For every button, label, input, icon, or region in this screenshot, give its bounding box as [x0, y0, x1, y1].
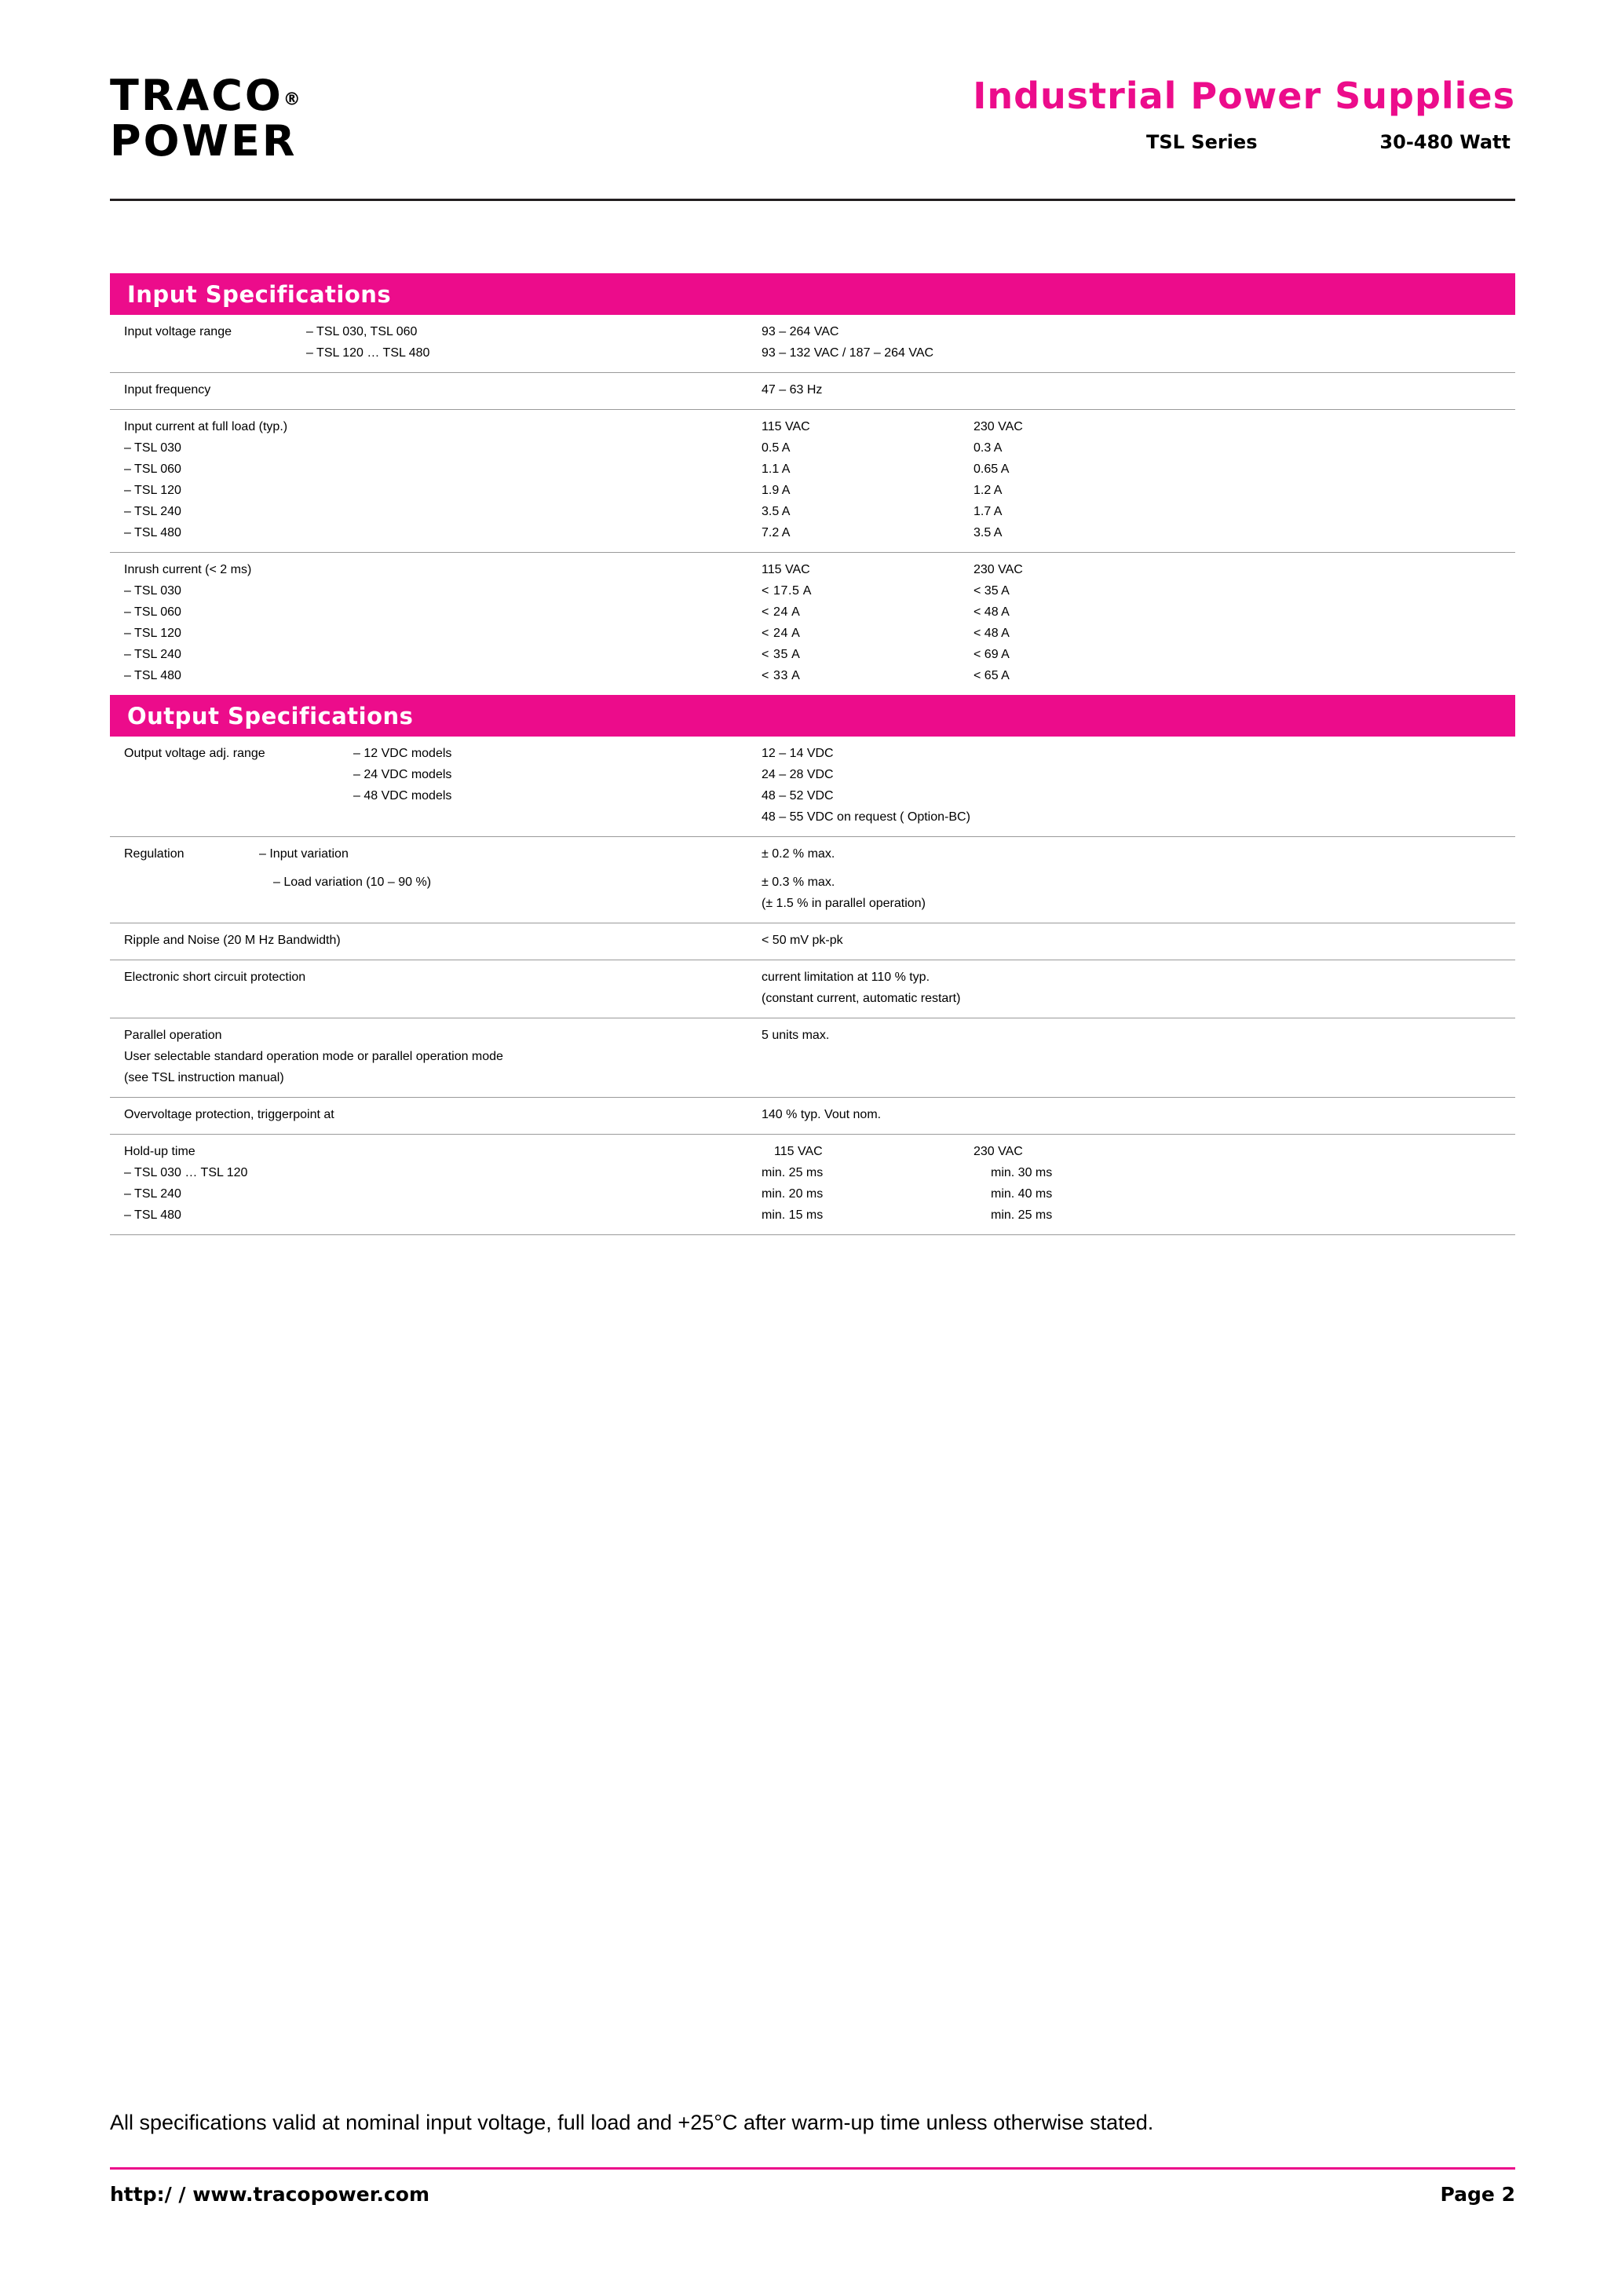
spec-value-115vac: < 35 A: [762, 648, 801, 661]
spec-value: < 50 mV pk-pk: [762, 934, 843, 947]
spec-value-115vac: 1.9 A: [762, 484, 791, 497]
spec-value-230vac: < 65 A: [974, 669, 1010, 682]
spec-value-115vac: < 17.5 A: [762, 584, 812, 598]
section-header-output: Output Specifications: [110, 695, 1515, 737]
spec-value-230vac: 0.65 A: [974, 462, 1010, 476]
spec-group-inrush-current: [110, 553, 1515, 695]
spec-value: ± 0.3 % max.: [762, 876, 835, 889]
spec-group-output-voltage-adj-range: [110, 737, 1515, 837]
spec-group-regulation: [110, 837, 1515, 923]
spec-value-115vac: < 33 A: [762, 669, 801, 682]
spec-group-parallel-operation: [110, 1018, 1515, 1098]
spec-value-115vac: min. 15 ms: [762, 1208, 824, 1222]
table-row: [110, 602, 1515, 623]
table-row: [110, 560, 1515, 581]
page-title: Industrial Power Supplies: [973, 75, 1515, 117]
registered-trademark-icon: ®: [283, 90, 301, 110]
spec-label: – TSL 060: [124, 605, 181, 619]
spec-value-note: (constant current, automatic restart): [762, 992, 961, 1005]
table-row: [110, 459, 1515, 481]
spec-value-230vac: 3.5 A: [974, 526, 1003, 539]
spec-label: – TSL 480: [124, 526, 181, 539]
table-row: [110, 1026, 1515, 1047]
logo-line-power: POWER: [110, 116, 298, 166]
spec-label: Electronic short circuit protection: [124, 971, 306, 984]
spec-value-230vac: < 35 A: [974, 584, 1010, 598]
spec-value-230vac: 1.2 A: [974, 484, 1003, 497]
spec-value: 93 – 132 VAC / 187 – 264 VAC: [762, 346, 934, 360]
spec-sublabel: – 24 VDC models: [353, 768, 452, 781]
table-row: [110, 380, 1515, 401]
spec-sublabel: – TSL 120 … TSL 480: [306, 346, 430, 360]
spec-value-230vac: 1.7 A: [974, 505, 1003, 518]
spec-value: 48 – 52 VDC: [762, 789, 834, 803]
table-row: [110, 502, 1515, 523]
table-row: [110, 481, 1515, 502]
spec-label: – TSL 120: [124, 627, 181, 640]
table-row: [110, 1068, 1515, 1089]
spec-label: – TSL 240: [124, 648, 181, 661]
page-header: [110, 71, 1515, 192]
spec-sublabel: – 12 VDC models: [353, 747, 452, 760]
spec-value-115vac: < 24 A: [762, 605, 801, 619]
table-row: [110, 1163, 1515, 1184]
traco-power-logo: [110, 71, 301, 166]
spec-value-115vac: 3.5 A: [762, 505, 791, 518]
table-row: [110, 343, 1515, 364]
spec-label: – TSL 030: [124, 441, 181, 455]
spec-label: Regulation: [124, 847, 184, 861]
table-row: [110, 894, 1515, 915]
spec-value: 47 – 63 Hz: [762, 383, 823, 397]
spec-value-230vac: < 48 A: [974, 627, 1010, 640]
table-row: [110, 1142, 1515, 1163]
table-row: [110, 666, 1515, 687]
spec-value-230vac: 230 VAC: [974, 563, 1023, 576]
spec-group-hold-up-time: [110, 1135, 1515, 1235]
footnote-text: All specifications valid at nominal input voltage, full load and +25°C after warm-up time unless otherwise stated.: [110, 2111, 1154, 2134]
spec-value-115vac: min. 20 ms: [762, 1187, 824, 1201]
spec-value: ± 0.2 % max.: [762, 847, 835, 861]
spec-value-115vac: 1.1 A: [762, 462, 791, 476]
spec-group-overvoltage-protection: [110, 1098, 1515, 1135]
table-row: [110, 865, 1515, 894]
spec-group-input-voltage-range: [110, 315, 1515, 373]
table-row: [110, 1184, 1515, 1205]
spec-value-115vac: 115 VAC: [762, 420, 810, 433]
table-row: [110, 322, 1515, 343]
footer-divider: [110, 2167, 1515, 2170]
table-row: [110, 744, 1515, 765]
power-range: 30-480 Watt: [1379, 131, 1511, 153]
spec-label: – TSL 120: [124, 484, 181, 497]
spec-value-230vac: min. 30 ms: [991, 1166, 1053, 1179]
spec-value-230vac: 0.3 A: [974, 441, 1003, 455]
spec-label: Overvoltage protection, triggerpoint at: [124, 1108, 334, 1121]
spec-label: Hold-up time: [124, 1145, 195, 1158]
spec-label: Input current at full load (typ.): [124, 420, 288, 433]
spec-sublabel: – TSL 030, TSL 060: [306, 325, 418, 338]
spec-label: Input voltage range: [124, 325, 232, 338]
spec-value-230vac: min. 25 ms: [991, 1208, 1053, 1222]
series-name: TSL Series: [1146, 131, 1258, 153]
table-row: [110, 581, 1515, 602]
spec-value-note: 48 – 55 VDC on request ( Option-BC): [762, 810, 970, 824]
spec-value-230vac: < 69 A: [974, 648, 1010, 661]
spec-note: User selectable standard operation mode or parallel operation mode: [124, 1050, 503, 1063]
spec-label: – TSL 480: [124, 669, 181, 682]
table-row: [110, 523, 1515, 544]
table-row: [110, 1047, 1515, 1068]
spec-value-115vac: 7.2 A: [762, 526, 791, 539]
page-footer: [110, 2183, 1515, 2206]
spec-group-ripple-noise: [110, 923, 1515, 960]
spec-value: 12 – 14 VDC: [762, 747, 834, 760]
table-row: [110, 989, 1515, 1010]
spec-value-115vac: 115 VAC: [774, 1145, 823, 1158]
spec-sublabel: – Load variation (10 – 90 %): [273, 876, 432, 889]
spec-value: 24 – 28 VDC: [762, 768, 834, 781]
spec-label: – TSL 030: [124, 584, 181, 598]
spec-value-115vac: 0.5 A: [762, 441, 791, 455]
spec-label: – TSL 480: [124, 1208, 181, 1222]
spec-sublabel: – Input variation: [259, 847, 349, 861]
spec-value: 93 – 264 VAC: [762, 325, 839, 338]
spec-value-note: (± 1.5 % in parallel operation): [762, 897, 926, 910]
table-row: [110, 807, 1515, 828]
spec-label: Output voltage adj. range: [124, 747, 265, 760]
spec-group-input-current: [110, 410, 1515, 553]
title-block: [730, 75, 1515, 156]
table-row: [110, 623, 1515, 645]
spec-label: Input frequency: [124, 383, 211, 397]
table-row: [110, 930, 1515, 952]
table-row: [110, 1205, 1515, 1227]
title-subline: [730, 131, 1515, 156]
logo-line-traco: TRACO: [110, 71, 283, 120]
table-row: [110, 417, 1515, 438]
spec-group-input-frequency: [110, 373, 1515, 410]
spec-value: 140 % typ. Vout nom.: [762, 1108, 882, 1121]
spec-value: 5 units max.: [762, 1029, 830, 1042]
spec-value-230vac: < 48 A: [974, 605, 1010, 619]
section-header-input: Input Specifications: [110, 273, 1515, 315]
header-divider: [110, 199, 1515, 201]
spec-value: current limitation at 110 % typ.: [762, 971, 930, 984]
spec-label: Inrush current (< 2 ms): [124, 563, 252, 576]
spec-value-230vac: 230 VAC: [974, 420, 1023, 433]
website-link[interactable]: http:/ / www.tracopower.com: [110, 2183, 430, 2206]
table-row: [110, 786, 1515, 807]
spec-sublabel: – 48 VDC models: [353, 789, 452, 803]
spec-value-115vac: min. 25 ms: [762, 1166, 824, 1179]
table-row: [110, 645, 1515, 666]
table-row: [110, 844, 1515, 865]
spec-label: – TSL 240: [124, 1187, 181, 1201]
table-row: [110, 765, 1515, 786]
specifications-content: [110, 273, 1515, 1235]
spec-value-115vac: < 24 A: [762, 627, 801, 640]
spec-note: (see TSL instruction manual): [124, 1071, 284, 1084]
table-row: [110, 438, 1515, 459]
table-row: [110, 1105, 1515, 1126]
spec-value-230vac: min. 40 ms: [991, 1187, 1053, 1201]
spec-group-short-circuit-protection: [110, 960, 1515, 1018]
page-number: Page 2: [1440, 2183, 1515, 2206]
table-row: [110, 967, 1515, 989]
spec-value-230vac: 230 VAC: [974, 1145, 1023, 1158]
spec-value-115vac: 115 VAC: [762, 563, 810, 576]
spec-label: Ripple and Noise (20 M Hz Bandwidth): [124, 934, 341, 947]
spec-label: Parallel operation: [124, 1029, 222, 1042]
spec-label: – TSL 240: [124, 505, 181, 518]
spec-label: – TSL 030 … TSL 120: [124, 1166, 248, 1179]
spec-label: – TSL 060: [124, 462, 181, 476]
